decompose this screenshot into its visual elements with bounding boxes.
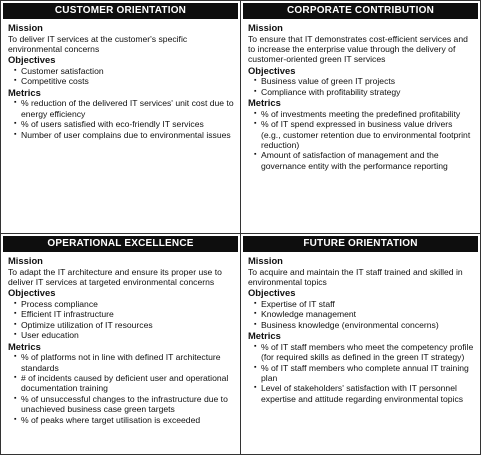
objectives-heading: Objectives (248, 287, 296, 299)
objectives-list (8, 66, 234, 87)
metric-item: ▪ % of platforms not in line with defined IT architecture standards (14, 352, 234, 373)
quadrant-title: CORPORATE CONTRIBUTION (243, 3, 478, 19)
metric-item: ▪ % of peaks where target utilisation is exceeded (14, 415, 234, 425)
metric-item: ▪ # of incidents caused by deficient user and operational documentation training (14, 373, 234, 394)
metrics-list (8, 98, 234, 140)
mission-heading: Mission (248, 22, 283, 33)
quadrant-future-orientation (241, 234, 480, 454)
metric-item: ▪ % of investments meeting the predefined profitability (254, 109, 474, 119)
metric-item: ▪ % of IT staff members who meet the competency profile (for required skills as defined in the green IT strategy) (254, 342, 474, 363)
metrics-heading: Metrics (8, 340, 41, 352)
metric-item: ▪ % of IT staff members who complete annual IT training plan (254, 363, 474, 384)
mission-heading: Mission (8, 255, 43, 266)
metrics-list (8, 352, 234, 425)
objectives-heading: Objectives (248, 64, 296, 76)
objective-item: ▪ Efficient IT infrastructure (14, 309, 234, 319)
metric-item: ▪ % reduction of the delivered IT services' unit cost due to energy efficiency (14, 98, 234, 119)
metrics-heading: Metrics (8, 86, 41, 98)
objective-item: ▪ Expertise of IT staff (254, 299, 474, 309)
objective-item: ▪ Compliance with profitability strategy (254, 87, 474, 97)
objective-item: ▪ Knowledge management (254, 309, 474, 319)
metric-item: ▪ Amount of satisfaction of management and the governance entity with the performance reporting (254, 150, 474, 171)
mission-text: To ensure that IT demonstrates cost-efficient services and to increase the enterprise value through the delivery of customer-oriented green IT services (248, 33, 468, 65)
quadrant-corporate-contribution (241, 1, 480, 234)
objectives-list (248, 76, 474, 97)
mission-text: To acquire and maintain the IT staff trained and skilled in environmental topics (248, 266, 463, 287)
quadrant-title: OPERATIONAL EXCELLENCE (3, 236, 238, 252)
metric-item: ▪ % of IT spend expressed in business value drivers (e.g., customer retention due to environmental footprint reduction) (254, 119, 474, 150)
quadrant-title: CUSTOMER ORIENTATION (3, 3, 238, 19)
objective-item: ▪ Customer satisfaction (14, 66, 234, 76)
metrics-heading: Metrics (248, 330, 281, 342)
objectives-heading: Objectives (8, 54, 56, 66)
metric-item: ▪ % of users satisfied with eco-friendly IT services (14, 119, 234, 129)
objective-item: ▪ Business knowledge (environmental concerns) (254, 320, 474, 330)
objective-item: ▪ Competitive costs (14, 76, 234, 86)
metric-item: ▪ Level of stakeholders' satisfaction with IT personnel expertise and attitude regarding environmental topics (254, 383, 474, 404)
objective-item: ▪ Business value of green IT projects (254, 76, 474, 86)
mission-text: To deliver IT services at the customer's specific environmental concerns (8, 33, 188, 54)
objectives-list (8, 299, 234, 341)
metrics-list (248, 109, 474, 171)
mission-text: To adapt the IT architecture and ensure its proper use to deliver IT services at targeted environmental concerns (8, 266, 222, 287)
quadrant-customer-orientation (1, 1, 241, 234)
quadrant-operational-excellence (1, 234, 241, 454)
objectives-list (248, 299, 474, 330)
metrics-heading: Metrics (248, 97, 281, 109)
metric-item: ▪ % of unsuccessful changes to the infrastructure due to unachieved business case green targets (14, 394, 234, 415)
metrics-list (248, 342, 474, 404)
metric-item: ▪ Number of user complains due to environmental issues (14, 130, 234, 140)
quadrant-title: FUTURE ORIENTATION (243, 236, 478, 252)
objective-item: ▪ Optimize utilization of IT resources (14, 320, 234, 330)
objective-item: ▪ Process compliance (14, 299, 234, 309)
mission-heading: Mission (8, 22, 43, 33)
mission-heading: Mission (248, 255, 283, 266)
objectives-heading: Objectives (8, 287, 56, 299)
objective-item: ▪ User education (14, 330, 234, 340)
